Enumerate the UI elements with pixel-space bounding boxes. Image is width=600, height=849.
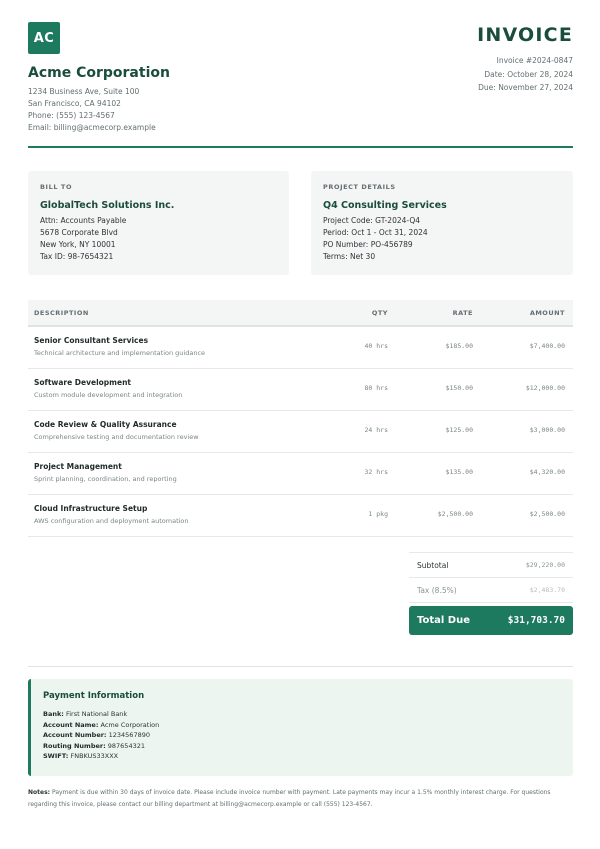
client-line: New York, NY 10001 xyxy=(40,240,116,249)
invoice-due-date: Due: November 27, 2024 xyxy=(478,83,573,92)
address-line: San Francisco, CA 94102 xyxy=(28,99,121,108)
item-amount: $2,500.00 xyxy=(529,510,565,518)
item-description: AWS configuration and deployment automation xyxy=(34,517,189,525)
table-row xyxy=(28,327,573,369)
item-title: Software Development xyxy=(34,378,131,387)
project-line: PO Number: PO-456789 xyxy=(323,240,413,249)
project-line: Period: Oct 1 - Oct 31, 2024 xyxy=(323,228,428,237)
invoice-title: INVOICE xyxy=(477,24,573,46)
item-rate: $2,500.00 xyxy=(437,510,473,518)
subtotal-label: Subtotal xyxy=(417,561,449,570)
item-amount: $4,320.00 xyxy=(529,468,565,476)
routing-label: Routing Number: xyxy=(43,741,106,750)
account-number-label: Account Number: xyxy=(43,731,107,739)
item-amount: $3,000.00 xyxy=(529,426,565,434)
item-rate: $125.00 xyxy=(445,426,473,434)
tax-row xyxy=(409,578,573,603)
item-rate: $185.00 xyxy=(445,342,473,350)
item-title: Project Management xyxy=(34,462,122,471)
bank-line xyxy=(43,709,561,720)
company-address xyxy=(28,86,156,134)
total-due-value: $31,703.70 xyxy=(507,615,565,626)
item-description: Sprint planning, coordination, and reporting xyxy=(34,475,177,483)
account-name-line xyxy=(43,720,561,731)
info-boxes xyxy=(28,171,573,275)
item-rate: $150.00 xyxy=(445,384,473,392)
item-qty: 24 hrs xyxy=(364,426,388,434)
item-amount: $7,400.00 xyxy=(529,342,565,350)
item-description: Comprehensive testing and documentation review xyxy=(34,433,199,441)
item-title: Senior Consultant Services xyxy=(34,336,149,345)
client-line: 5678 Corporate Blvd xyxy=(40,228,118,237)
table-row xyxy=(28,453,573,495)
company-email: Email: billing@acmecorp.example xyxy=(28,123,156,132)
project-label: PROJECT DETAILS xyxy=(323,183,396,191)
invoice-page xyxy=(28,22,573,808)
company-name: Acme Corporation xyxy=(28,65,170,81)
invoice-meta xyxy=(478,54,573,95)
routing-value: 987654321 xyxy=(107,741,145,750)
item-amount: $12,000.00 xyxy=(525,384,565,392)
table-row xyxy=(28,411,573,453)
subtotal-value: $29,220.00 xyxy=(525,561,565,569)
tax-label: Tax (8.5%) xyxy=(417,586,457,595)
header-rate: RATE xyxy=(452,309,473,317)
swift-value: FNBKUS33XXX xyxy=(70,752,119,760)
invoice-notes xyxy=(28,787,573,810)
client-line: Attn: Accounts Payable xyxy=(40,216,127,225)
table-row xyxy=(28,369,573,411)
account-name-label: Account Name: xyxy=(43,720,99,729)
company-phone: Phone: (555) 123-4567 xyxy=(28,111,115,120)
swift-label: SWIFT: xyxy=(43,752,69,760)
notes-label: Notes: xyxy=(28,789,51,796)
payment-info-box xyxy=(28,679,573,776)
invoice-header xyxy=(28,22,573,148)
account-number-value: 1234567890 xyxy=(108,731,150,739)
total-due-label: Total Due xyxy=(417,615,471,626)
item-qty: 1 pkg xyxy=(368,510,388,518)
project-line: Terms: Net 30 xyxy=(323,252,376,261)
bill-to-label: BILL TO xyxy=(40,183,73,191)
item-description: Custom module development and integration xyxy=(34,391,183,399)
project-details xyxy=(323,215,561,263)
invoice-number: Invoice #2024-0847 xyxy=(496,56,573,65)
client-name: GlobalTech Solutions Inc. xyxy=(40,200,175,211)
bank-label: Bank: xyxy=(43,710,64,718)
tax-value: $2,483.70 xyxy=(529,586,565,594)
notes-text: Payment is due within 30 days of invoice date. Please include invoice number with payment. Late payments may incur a 1.5% monthly interest charge. For questions regarding this invoice, please contact our billing department at billing@acmecorp.example or call (555) 123-4567. xyxy=(28,789,551,808)
account-name-value: Acme Corporation xyxy=(100,720,160,729)
item-qty: 80 hrs xyxy=(364,384,388,392)
header-amount: AMOUNT xyxy=(529,309,565,317)
account-number-line xyxy=(43,730,561,741)
item-title: Code Review & Quality Assurance xyxy=(34,420,177,429)
item-qty: 40 hrs xyxy=(364,342,388,350)
bank-value: First National Bank xyxy=(65,710,128,718)
item-qty: 32 hrs xyxy=(364,468,388,476)
swift-line xyxy=(43,751,561,762)
project-name: Q4 Consulting Services xyxy=(323,200,447,211)
item-rate: $135.00 xyxy=(445,468,473,476)
table-header xyxy=(28,300,573,327)
item-description: Technical architecture and implementation guidance xyxy=(34,349,206,357)
company-logo: AC xyxy=(28,22,60,54)
header-description: DESCRIPTION xyxy=(34,309,89,317)
section-divider xyxy=(28,666,573,667)
header-qty: QTY xyxy=(371,309,388,317)
client-line: Tax ID: 98-7654321 xyxy=(40,252,114,261)
bill-to-box xyxy=(28,171,289,275)
item-title: Cloud Infrastructure Setup xyxy=(34,504,148,513)
project-line: Project Code: GT-2024-Q4 xyxy=(323,216,421,225)
invoice-date: Date: October 28, 2024 xyxy=(484,69,573,79)
table-row xyxy=(28,495,573,537)
line-items-table xyxy=(28,300,573,537)
total-due-box xyxy=(409,606,573,635)
routing-line xyxy=(43,741,561,752)
client-details xyxy=(40,215,277,263)
totals-section xyxy=(409,552,573,626)
project-details-box xyxy=(311,171,573,275)
payment-details xyxy=(43,709,561,762)
subtotal-row xyxy=(409,552,573,578)
payment-title: Payment Information xyxy=(43,691,145,701)
address-line: 1234 Business Ave, Suite 100 xyxy=(28,87,140,96)
